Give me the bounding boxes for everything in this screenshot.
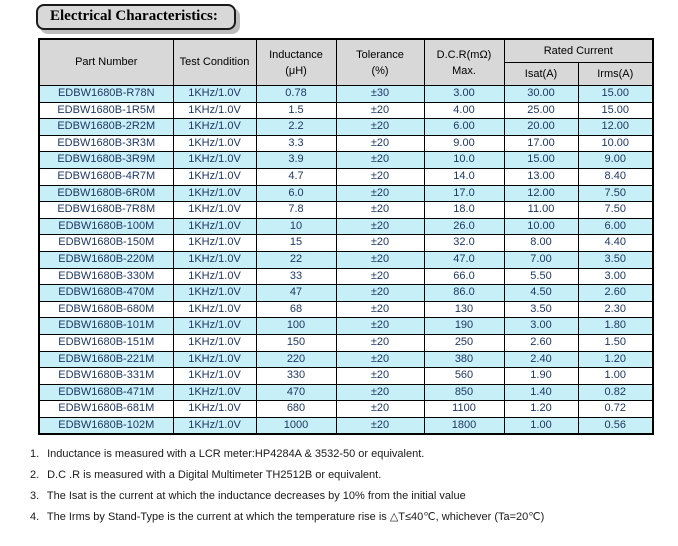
cell-part-number: EDBW1680B-102M (39, 417, 173, 434)
col-header-isat: Isat(A) (504, 63, 578, 86)
table-header (39, 39, 653, 86)
cell-inductance: 22 (256, 251, 336, 268)
cell-isat: 30.00 (504, 86, 578, 103)
cell-isat: 1.40 (504, 384, 578, 401)
cell-inductance: 330 (256, 368, 336, 385)
note-3-number: 3. (30, 490, 40, 502)
cell-tolerance: ±20 (336, 218, 424, 235)
note-1 (30, 444, 660, 465)
cell-tolerance: ±20 (336, 384, 424, 401)
electrical-characteristics-table (38, 38, 654, 435)
note-2 (30, 465, 660, 486)
cell-dcr-max: 190 (424, 318, 504, 335)
cell-isat: 11.00 (504, 202, 578, 219)
cell-tolerance: ±20 (336, 285, 424, 302)
cell-tolerance: ±20 (336, 185, 424, 202)
cell-tolerance: ±30 (336, 86, 424, 103)
cell-inductance: 100 (256, 318, 336, 335)
cell-test-condition: 1KHz/1.0V (173, 268, 256, 285)
table-row (39, 86, 653, 103)
cell-test-condition: 1KHz/1.0V (173, 417, 256, 434)
table-row (39, 285, 653, 302)
cell-dcr-max: 1800 (424, 417, 504, 434)
cell-isat: 1.20 (504, 401, 578, 418)
cell-test-condition: 1KHz/1.0V (173, 86, 256, 103)
cell-tolerance: ±20 (336, 152, 424, 169)
cell-isat: 20.00 (504, 119, 578, 136)
notes-section (30, 444, 660, 528)
col-header-test-condition: Test Condition (173, 39, 256, 86)
cell-tolerance: ±20 (336, 202, 424, 219)
cell-tolerance: ±20 (336, 417, 424, 434)
cell-irms: 10.00 (578, 135, 653, 152)
note-4-number: 4. (30, 511, 40, 523)
cell-irms: 4.40 (578, 235, 653, 252)
col-header-dcr-max: Max. (452, 64, 476, 77)
cell-dcr-max: 66.0 (424, 268, 504, 285)
cell-irms: 3.00 (578, 268, 653, 285)
cell-tolerance: ±20 (336, 268, 424, 285)
cell-part-number: EDBW1680B-470M (39, 285, 173, 302)
table-row (39, 168, 653, 185)
cell-inductance: 680 (256, 401, 336, 418)
cell-dcr-max: 250 (424, 334, 504, 351)
col-header-dcr-label: D.C.R(mΩ) (436, 48, 492, 61)
cell-irms: 0.72 (578, 401, 653, 418)
cell-tolerance: ±20 (336, 318, 424, 335)
note-3-text: The Isat is the current at which the inductance decreases by 10% from the initial value (46, 490, 466, 502)
cell-part-number: EDBW1680B-680M (39, 301, 173, 318)
cell-test-condition: 1KHz/1.0V (173, 401, 256, 418)
table-row (39, 119, 653, 136)
cell-irms: 2.30 (578, 301, 653, 318)
cell-test-condition: 1KHz/1.0V (173, 334, 256, 351)
cell-part-number: EDBW1680B-471M (39, 384, 173, 401)
cell-part-number: EDBW1680B-101M (39, 318, 173, 335)
col-header-rated-current: Rated Current (504, 39, 653, 63)
cell-dcr-max: 17.0 (424, 185, 504, 202)
cell-inductance: 33 (256, 268, 336, 285)
cell-inductance: 470 (256, 384, 336, 401)
cell-part-number: EDBW1680B-100M (39, 218, 173, 235)
cell-irms: 1.00 (578, 368, 653, 385)
cell-irms: 6.00 (578, 218, 653, 235)
table-row (39, 401, 653, 418)
cell-part-number: EDBW1680B-220M (39, 251, 173, 268)
table-row (39, 334, 653, 351)
cell-inductance: 47 (256, 285, 336, 302)
cell-part-number: EDBW1680B-151M (39, 334, 173, 351)
table-row (39, 202, 653, 219)
cell-part-number: EDBW1680B-3R9M (39, 152, 173, 169)
cell-irms: 3.50 (578, 251, 653, 268)
cell-isat: 7.00 (504, 251, 578, 268)
note-4-text: The Irms by Stand-Type is the current at which the temperature rise is △T≤40℃, whichever (Ta=20℃) (46, 511, 545, 523)
col-header-dcr (424, 39, 504, 86)
cell-tolerance: ±20 (336, 351, 424, 368)
cell-inductance: 10 (256, 218, 336, 235)
cell-isat: 2.60 (504, 334, 578, 351)
cell-part-number: EDBW1680B-R78N (39, 86, 173, 103)
table-row (39, 135, 653, 152)
cell-inductance: 150 (256, 334, 336, 351)
cell-irms: 12.00 (578, 119, 653, 136)
cell-inductance: 0.78 (256, 86, 336, 103)
cell-irms: 1.50 (578, 334, 653, 351)
cell-part-number: EDBW1680B-6R0M (39, 185, 173, 202)
cell-test-condition: 1KHz/1.0V (173, 119, 256, 136)
note-4 (30, 507, 660, 528)
cell-test-condition: 1KHz/1.0V (173, 285, 256, 302)
cell-inductance: 3.3 (256, 135, 336, 152)
col-header-part-number: Part Number (39, 39, 173, 86)
cell-inductance: 2.2 (256, 119, 336, 136)
section-title: Electrical Characteristics: (50, 8, 218, 24)
cell-dcr-max: 9.00 (424, 135, 504, 152)
cell-part-number: EDBW1680B-2R2M (39, 119, 173, 136)
col-header-inductance-unit: (μH) (285, 64, 307, 77)
cell-test-condition: 1KHz/1.0V (173, 185, 256, 202)
table-row (39, 301, 653, 318)
cell-isat: 15.00 (504, 152, 578, 169)
note-1-text: Inductance is measured with a LCR meter:HP4284A & 3532-50 or equivalent. (47, 448, 425, 460)
cell-dcr-max: 26.0 (424, 218, 504, 235)
cell-irms: 1.20 (578, 351, 653, 368)
cell-irms: 0.82 (578, 384, 653, 401)
note-1-number: 1. (30, 448, 40, 460)
cell-irms: 2.60 (578, 285, 653, 302)
table-row (39, 351, 653, 368)
cell-irms: 9.00 (578, 152, 653, 169)
cell-test-condition: 1KHz/1.0V (173, 235, 256, 252)
cell-irms: 7.50 (578, 185, 653, 202)
note-2-number: 2. (30, 469, 40, 481)
cell-dcr-max: 18.0 (424, 202, 504, 219)
table-row (39, 235, 653, 252)
cell-part-number: EDBW1680B-330M (39, 268, 173, 285)
cell-part-number: EDBW1680B-7R8M (39, 202, 173, 219)
cell-test-condition: 1KHz/1.0V (173, 202, 256, 219)
cell-dcr-max: 560 (424, 368, 504, 385)
cell-tolerance: ±20 (336, 168, 424, 185)
cell-dcr-max: 10.0 (424, 152, 504, 169)
cell-inductance: 4.7 (256, 168, 336, 185)
cell-tolerance: ±20 (336, 119, 424, 136)
cell-test-condition: 1KHz/1.0V (173, 318, 256, 335)
cell-dcr-max: 32.0 (424, 235, 504, 252)
table-body (39, 86, 653, 435)
cell-isat: 1.90 (504, 368, 578, 385)
cell-test-condition: 1KHz/1.0V (173, 301, 256, 318)
cell-isat: 25.00 (504, 102, 578, 119)
cell-isat: 4.50 (504, 285, 578, 302)
cell-isat: 5.50 (504, 268, 578, 285)
col-header-tolerance (336, 39, 424, 86)
table-row (39, 417, 653, 434)
cell-isat: 3.00 (504, 318, 578, 335)
cell-inductance: 1000 (256, 417, 336, 434)
table-row (39, 318, 653, 335)
cell-tolerance: ±20 (336, 135, 424, 152)
cell-tolerance: ±20 (336, 301, 424, 318)
table-row (39, 185, 653, 202)
cell-dcr-max: 1100 (424, 401, 504, 418)
cell-inductance: 68 (256, 301, 336, 318)
note-3 (30, 486, 660, 507)
cell-dcr-max: 850 (424, 384, 504, 401)
cell-dcr-max: 130 (424, 301, 504, 318)
cell-dcr-max: 14.0 (424, 168, 504, 185)
cell-dcr-max: 3.00 (424, 86, 504, 103)
cell-inductance: 7.8 (256, 202, 336, 219)
col-header-inductance (256, 39, 336, 86)
cell-inductance: 15 (256, 235, 336, 252)
cell-dcr-max: 4.00 (424, 102, 504, 119)
cell-part-number: EDBW1680B-1R5M (39, 102, 173, 119)
cell-test-condition: 1KHz/1.0V (173, 218, 256, 235)
cell-irms: 7.50 (578, 202, 653, 219)
cell-test-condition: 1KHz/1.0V (173, 135, 256, 152)
cell-irms: 0.56 (578, 417, 653, 434)
table-row (39, 268, 653, 285)
cell-isat: 1.00 (504, 417, 578, 434)
cell-isat: 8.00 (504, 235, 578, 252)
cell-test-condition: 1KHz/1.0V (173, 384, 256, 401)
cell-part-number: EDBW1680B-221M (39, 351, 173, 368)
cell-isat: 10.00 (504, 218, 578, 235)
cell-tolerance: ±20 (336, 102, 424, 119)
cell-test-condition: 1KHz/1.0V (173, 251, 256, 268)
cell-part-number: EDBW1680B-3R3M (39, 135, 173, 152)
cell-part-number: EDBW1680B-681M (39, 401, 173, 418)
note-2-text: D.C .R is measured with a Digital Multimeter TH2512B or equivalent. (47, 469, 382, 481)
cell-inductance: 3.9 (256, 152, 336, 169)
cell-part-number: EDBW1680B-150M (39, 235, 173, 252)
table-row (39, 102, 653, 119)
table-row (39, 152, 653, 169)
cell-isat: 3.50 (504, 301, 578, 318)
cell-dcr-max: 380 (424, 351, 504, 368)
cell-test-condition: 1KHz/1.0V (173, 351, 256, 368)
table-row (39, 368, 653, 385)
cell-isat: 17.00 (504, 135, 578, 152)
section-title-box (36, 4, 236, 30)
cell-irms: 8.40 (578, 168, 653, 185)
col-header-tolerance-label: Tolerance (356, 48, 404, 61)
cell-tolerance: ±20 (336, 368, 424, 385)
cell-inductance: 1.5 (256, 102, 336, 119)
table-row (39, 384, 653, 401)
cell-test-condition: 1KHz/1.0V (173, 168, 256, 185)
cell-dcr-max: 86.0 (424, 285, 504, 302)
cell-tolerance: ±20 (336, 334, 424, 351)
cell-inductance: 6.0 (256, 185, 336, 202)
col-header-tolerance-unit: (%) (371, 64, 389, 77)
cell-isat: 12.00 (504, 185, 578, 202)
cell-isat: 13.00 (504, 168, 578, 185)
cell-irms: 1.80 (578, 318, 653, 335)
cell-dcr-max: 47.0 (424, 251, 504, 268)
cell-inductance: 220 (256, 351, 336, 368)
cell-isat: 2.40 (504, 351, 578, 368)
cell-test-condition: 1KHz/1.0V (173, 368, 256, 385)
cell-test-condition: 1KHz/1.0V (173, 102, 256, 119)
cell-tolerance: ±20 (336, 251, 424, 268)
col-header-irms: Irms(A) (578, 63, 653, 86)
col-header-inductance-label: Inductance (269, 48, 323, 61)
cell-tolerance: ±20 (336, 235, 424, 252)
cell-irms: 15.00 (578, 86, 653, 103)
cell-test-condition: 1KHz/1.0V (173, 152, 256, 169)
table-row (39, 251, 653, 268)
cell-part-number: EDBW1680B-4R7M (39, 168, 173, 185)
cell-irms: 15.00 (578, 102, 653, 119)
cell-tolerance: ±20 (336, 401, 424, 418)
cell-part-number: EDBW1680B-331M (39, 368, 173, 385)
cell-dcr-max: 6.00 (424, 119, 504, 136)
table-row (39, 218, 653, 235)
